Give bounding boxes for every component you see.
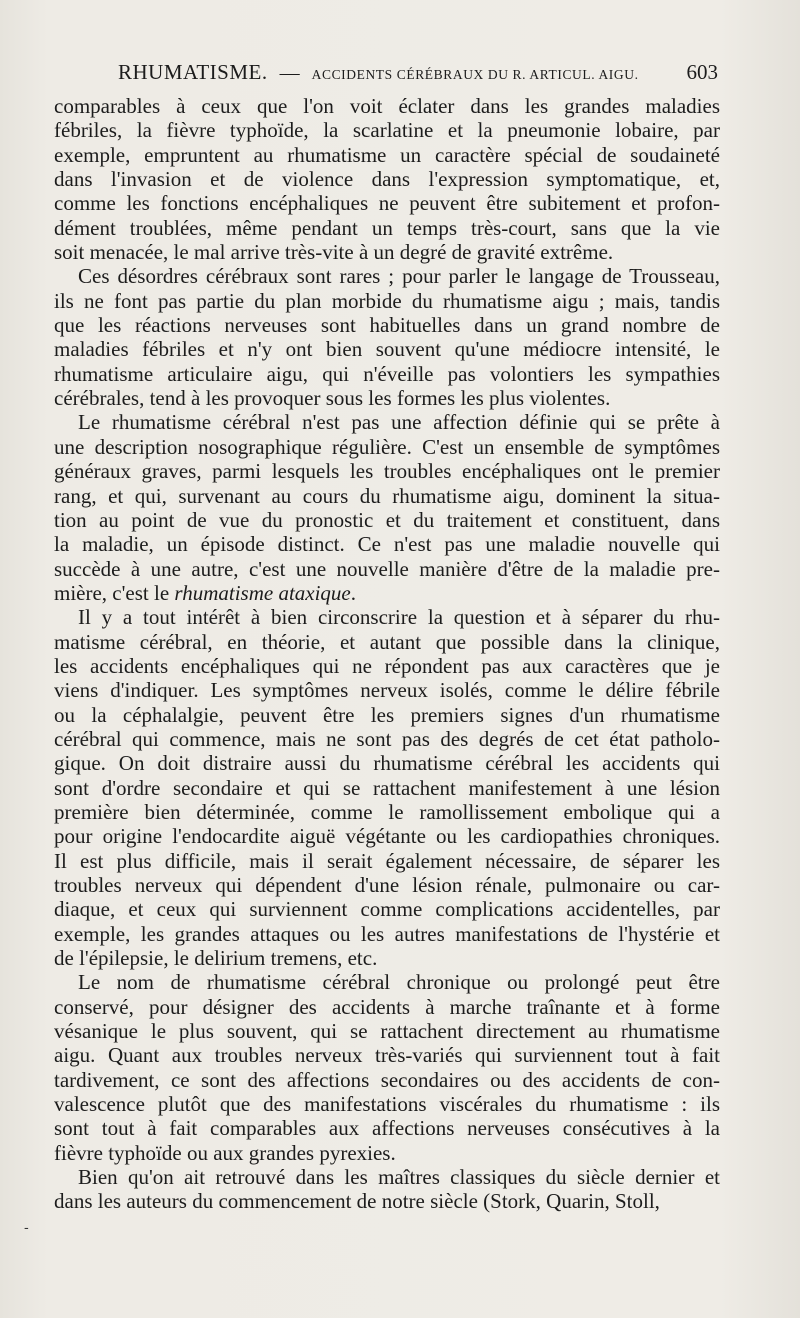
text-line <box>54 703 720 727</box>
text-line <box>54 313 720 337</box>
line-text: exemple, les grandes attaques ou les autres manifestations de l'hystérie et <box>54 921 720 946</box>
line-text: troubles nerveux qui dépendent d'une lésion rénale, pulmonaire ou car- <box>54 873 720 897</box>
line-text: tardivement, ce sont des affections secondaires ou des accidents de con- <box>54 1067 720 1092</box>
line-text: comme les fonctions encéphaliques ne peuvent être subitement et profon- <box>54 191 720 216</box>
line-text: généraux graves, parmi lesquels les troubles encéphaliques ont le premier <box>54 459 720 484</box>
line-text: dans les auteurs du commencement de notre siècle (Stork, Quarin, Stoll, <box>54 1189 660 1214</box>
text-line <box>54 118 720 142</box>
text-line <box>54 143 720 167</box>
text-line <box>54 264 720 288</box>
text-line <box>54 946 720 970</box>
text-line <box>54 970 720 994</box>
page-number: 603 <box>686 60 718 84</box>
text-line <box>54 459 720 483</box>
text-line <box>54 800 720 824</box>
running-subtitle: ACCIDENTS CÉRÉBRAUX DU R. ARTICUL. AIGU. <box>311 67 639 82</box>
line-text: rhumatisme articulaire aigu, qui n'éveille pas volontiers les sympathies <box>54 361 720 386</box>
text-line <box>54 1165 720 1189</box>
paragraph <box>54 1165 720 1214</box>
line-text: tion au point de vue du pronostic et du traitement et constituent, dans <box>54 507 720 532</box>
line-text: mière, c'est le <box>54 580 175 605</box>
text-line <box>54 849 720 873</box>
text-line <box>54 240 720 264</box>
line-text: matisme cérébral, en théorie, et autant que possible dans la clinique, <box>54 629 720 654</box>
line-text: cérébral qui commence, mais ne sont pas des degrés de cet état patholo- <box>54 726 720 751</box>
text-line <box>54 1116 720 1140</box>
line-text: ils ne font pas partie du plan morbide du rhumatisme aigu ; mais, tandis <box>54 288 720 313</box>
text-line <box>54 922 720 946</box>
line-text: fébriles, la fièvre typhoïde, la scarlatine et la pneumonie lobaire, par <box>54 118 720 143</box>
text-line <box>54 630 720 654</box>
text-line <box>54 654 720 678</box>
text-line <box>54 1043 720 1067</box>
text-line <box>54 605 720 629</box>
line-end: . <box>350 580 357 605</box>
text-line <box>54 508 720 532</box>
margin-mark: - <box>24 1220 29 1236</box>
line-text: de l'épilepsie, le delirium tremens, etc. <box>54 946 378 971</box>
line-text: succède à une autre, c'est une nouvelle manière d'être de la maladie pre- <box>54 556 720 581</box>
text-line <box>54 727 720 751</box>
text-line <box>54 1141 720 1165</box>
line-text: pour origine l'endocardite aiguë végétante ou les cardiopathies chroniques. <box>54 824 720 849</box>
text-line <box>54 557 720 581</box>
text-line <box>54 386 720 410</box>
line-text: première bien déterminée, comme le ramollissement embolique qui a <box>54 799 720 824</box>
line-text: fièvre typhoïde ou aux grandes pyrexies. <box>54 1140 396 1165</box>
text-line <box>54 435 720 459</box>
text-line <box>54 216 720 240</box>
line-text: une description nosographique régulière. C'est un ensemble de symptômes <box>54 434 720 459</box>
line-text: aigu. Quant aux troubles nerveux très-variés qui surviennent tout à fait <box>54 1043 720 1068</box>
text-line <box>54 897 720 921</box>
paragraph <box>54 94 720 264</box>
text-line <box>54 995 720 1019</box>
line-text: Il y a tout intérêt à bien circonscrire la question et à séparer du rhu- <box>78 605 720 630</box>
text-line <box>54 191 720 215</box>
text-line <box>54 94 720 118</box>
running-header <box>54 60 718 90</box>
line-text: que les réactions nerveuses sont habituelles dans un grand nombre de <box>54 313 720 338</box>
line-text: vésanique le plus souvent, qui se rattachent directement au rhumatisme <box>54 1019 720 1044</box>
text-line <box>54 1092 720 1116</box>
text-line <box>54 776 720 800</box>
line-text: gique. On doit distraire aussi du rhumatisme cérébral les accidents qui <box>54 751 720 776</box>
line-text: soit menacée, le mal arrive très-vite à un degré de gravité extrême. <box>54 240 614 265</box>
text-line <box>54 289 720 313</box>
line-text: dément troublées, même pendant un temps très-court, sans que la vie <box>54 215 720 240</box>
italic-term: rhumatisme ataxique <box>174 580 351 605</box>
line-text: conservé, pour désigner des accidents à marche traînante et à forme <box>54 994 720 1019</box>
line-text: Ces désordres cérébraux sont rares ; pour parler le langage de Trousseau, <box>78 264 720 289</box>
line-text: diaque, et ceux qui surviennent comme complications accidentelles, par <box>54 897 720 922</box>
line-text: dans l'invasion et de violence dans l'expression symptomatique, et, <box>54 167 720 192</box>
text-line <box>54 824 720 848</box>
paragraph <box>54 410 720 605</box>
line-text: les accidents encéphaliques qui ne répondent pas aux caractères que je <box>54 653 720 678</box>
text-line <box>54 362 720 386</box>
line-text: sont tout à fait comparables aux affections nerveuses consécutives à la <box>54 1116 720 1141</box>
text-line <box>54 1189 720 1213</box>
line-text: exemple, empruntent au rhumatisme un caractère spécial de soudaineté <box>54 142 720 167</box>
body-text <box>54 94 720 1214</box>
line-text: la maladie, un épisode distinct. Ce n'est pas une maladie nouvelle qui <box>54 532 720 557</box>
line-text: maladies fébriles et n'y ont bien souvent qu'une médiocre intensité, le <box>54 337 720 362</box>
line-text: rang, et qui, survenant au cours du rhumatisme aigu, dominent la situa- <box>54 483 720 508</box>
line-text: sont d'ordre secondaire et qui se rattachent manifestement à une lésion <box>54 775 720 800</box>
line-text: Le rhumatisme cérébral n'est pas une affection définie qui se prête à <box>78 410 720 435</box>
line-text: Il est plus difficile, mais il serait également nécessaire, de séparer les <box>54 848 720 873</box>
text-line <box>54 167 720 191</box>
text-line <box>54 873 720 897</box>
running-title: RHUMATISME. <box>118 60 268 84</box>
line-text: Bien qu'on ait retrouvé dans les maîtres classiques du siècle dernier et <box>78 1165 720 1190</box>
paragraph <box>54 605 720 970</box>
header-dash: — <box>279 62 300 84</box>
line-text: Le nom de rhumatisme cérébral chronique ou prolongé peut être <box>78 970 720 995</box>
text-line <box>54 581 720 605</box>
text-line <box>54 410 720 434</box>
text-line <box>54 337 720 361</box>
text-line <box>54 484 720 508</box>
line-text: comparables à ceux que l'on voit éclater dans les grandes maladies <box>54 94 720 118</box>
text-line <box>54 751 720 775</box>
line-text: cérébrales, tend à les provoquer sous les formes les plus violentes. <box>54 386 611 411</box>
text-line <box>54 1068 720 1092</box>
line-text: viens d'indiquer. Les symptômes nerveux isolés, comme le délire fébrile <box>54 678 720 703</box>
line-text: valescence plutôt que des manifestations viscérales du rhumatisme : ils <box>54 1092 720 1117</box>
text-line <box>54 1019 720 1043</box>
text-line <box>54 532 720 556</box>
paragraph <box>54 970 720 1165</box>
paragraph <box>54 264 720 410</box>
line-text: ou la céphalalgie, peuvent être les premiers signes d'un rhumatisme <box>54 702 720 727</box>
text-line <box>54 678 720 702</box>
